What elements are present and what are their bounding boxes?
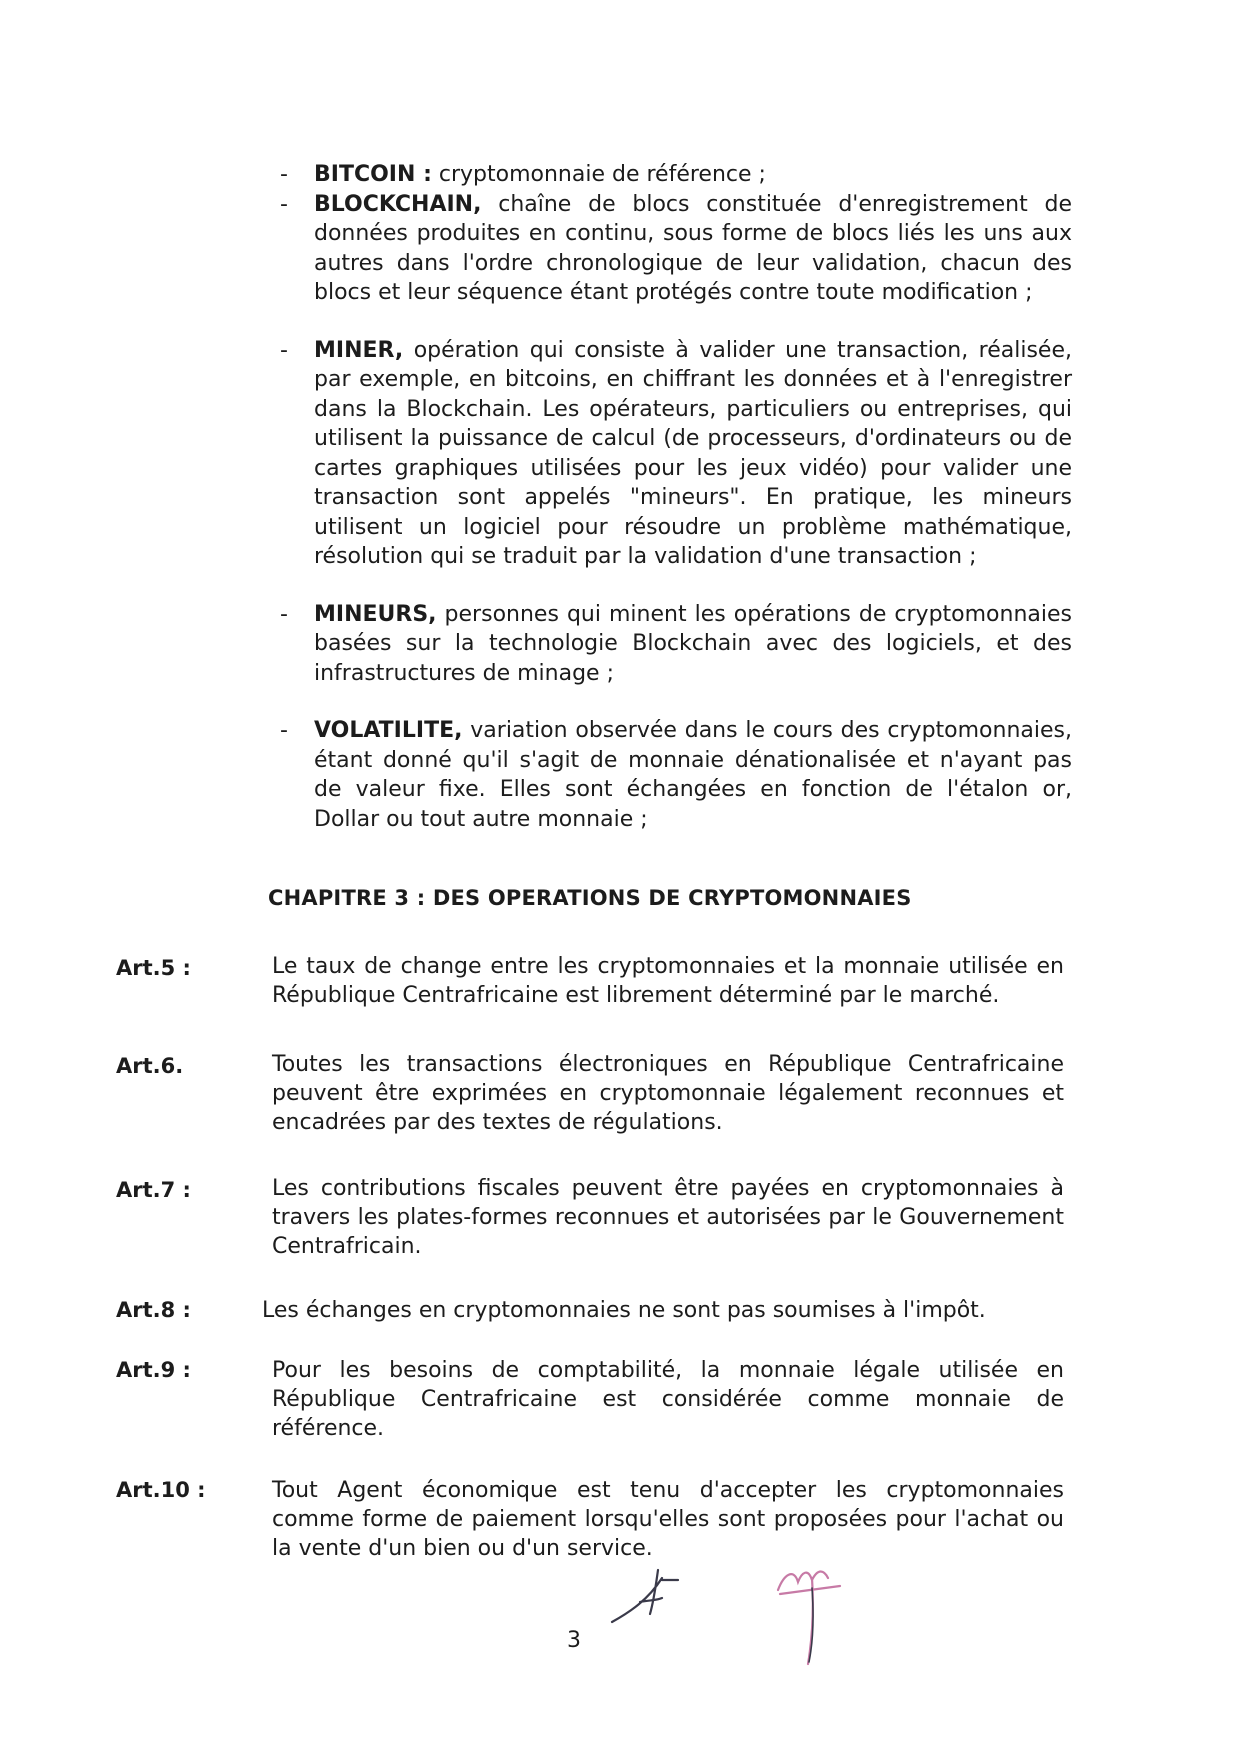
bullet-dash: - (280, 162, 288, 187)
definition-text: cryptomonnaie de référence ; (431, 162, 766, 187)
article-text: Pour les besoins de comptabilité, la monnaie légale utilisée en République Centrafricaine est considérée comme monnaie de référence. (272, 1358, 1064, 1441)
definition-term: MINEURS, (314, 601, 437, 627)
definition-term: BITCOIN : (314, 162, 432, 187)
article-text: Les contributions fiscales peuvent être payées en cryptomonnaies à travers les plates-formes reconnues et autorisées par le Gouvernement Centrafricain. (272, 1176, 1064, 1259)
definition-item (272, 716, 1072, 834)
article-number: Art.5 : (116, 956, 191, 980)
article-text: Le taux de change entre les cryptomonnaies et la monnaie utilisée en République Centrafricaine est librement déterminé par le marché. (272, 954, 1064, 1008)
definition-term: VOLATILITE, (314, 718, 463, 743)
definition-term: MINER, (314, 337, 404, 363)
signature-initials-2 (768, 1560, 858, 1670)
bullet-dash: - (280, 718, 288, 743)
bullet-dash: - (280, 191, 288, 217)
definitions-list (272, 160, 1072, 834)
article-number: Art.7 : (116, 1178, 191, 1202)
definition-item (272, 190, 1072, 308)
chapter-title: CHAPITRE 3 : DES OPERATIONS DE CRYPTOMONNAIES (268, 886, 912, 910)
article-number: Art.10 : (116, 1478, 206, 1502)
definition-item (272, 336, 1072, 572)
definition-item (272, 600, 1072, 689)
bullet-dash: - (280, 601, 288, 627)
article-number: Art.8 : (116, 1298, 191, 1322)
definition-text: personnes qui minent les opérations de cryptomonnaies basées sur la technologie Blockchain avec des logiciels, et des infrastructures de minage ; (314, 601, 1072, 686)
definition-term: BLOCKCHAIN, (314, 191, 482, 217)
article-text: Tout Agent économique est tenu d'accepter les cryptomonnaies comme forme de paiement lorsqu'elles sont proposées pour l'achat ou la vente d'un bien ou d'un service. (272, 1478, 1064, 1561)
definition-item (272, 160, 1072, 190)
article-number: Art.6. (116, 1054, 184, 1078)
article-text: Toutes les transactions électroniques en République Centrafricaine peuvent être exprimées en cryptomonnaie légalement reconnues et encadrées par des textes de régulations. (272, 1052, 1064, 1135)
page-number: 3 (567, 1628, 581, 1653)
bullet-dash: - (280, 337, 288, 363)
definition-text: opération qui consiste à valider une transaction, réalisée, par exemple, en bitcoins, en chiffrant les données et à l'enregistrer dans la Blockchain. Les opérateurs, particuliers ou entreprises, qui utilisent la puissance de calcul (de processeurs, d'ordinateurs ou de cartes graphiques utilisées pour les jeux vidéo) pour valider une transaction sont appelés "mineurs". En pratique, les mineurs utilisent un logiciel pour résoudre un problème mathématique, résolution qui se traduit par la validation d'une transaction ; (314, 337, 1072, 569)
article-text: Les échanges en cryptomonnaies ne sont pas soumises à l'impôt. (262, 1298, 986, 1323)
article-number: Art.9 : (116, 1358, 191, 1382)
signature-initials-1 (600, 1540, 700, 1630)
definition-text: variation observée dans le cours des cryptomonnaies, étant donné qu'il s'agit de monnaie dénationalisée et n'ayant pas de valeur fixe. Elles sont échangées en fonction de l'étalon or, Dollar ou tout autre monnaie ; (314, 718, 1072, 832)
definition-text: chaîne de blocs constituée d'enregistrement de données produites en continu, sous forme de blocs liés les uns aux autres dans l'ordre chronologique de leur validation, chacun des blocs et leur séquence étant protégés contre toute modification ; (314, 191, 1072, 305)
